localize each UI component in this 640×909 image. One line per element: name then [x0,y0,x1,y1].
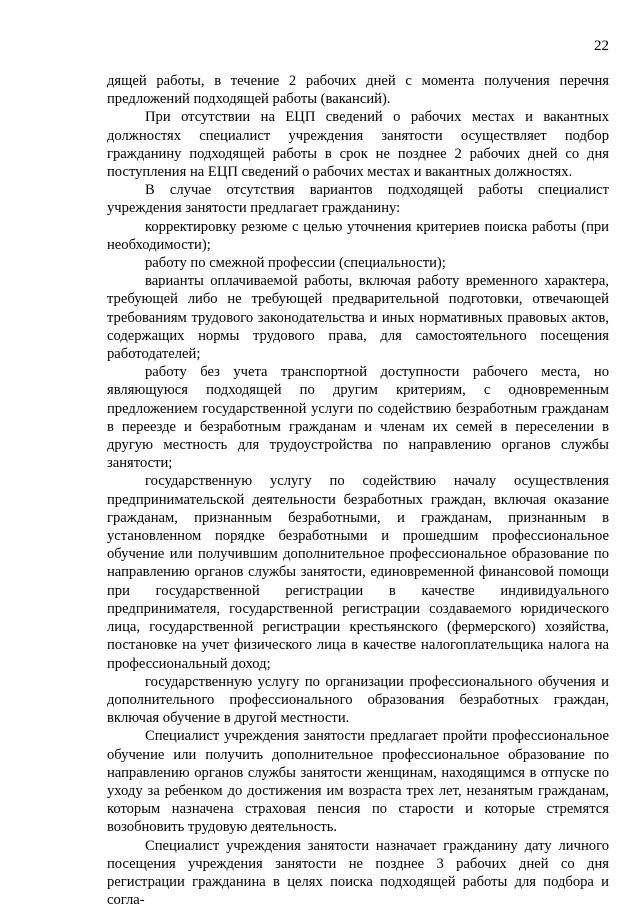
list-item: государственную услугу по содействию началу осуществления предпринимательской деятельности безработных граждан, включая оказание гражданам, признанным безработными, и гражданам, признанным в установленном порядке безработными и прошедшим профессиональное обучение или получившим дополнительное профессиональное образование по направлению органов службы занятости, единовременной финансовой помощи при государственной регистрации в качестве индивидуального предпринимателя, государственной регистрации создаваемого юридического лица, государственной регистрации крестьянского (фермерского) хозяйства, постановке на учет физического лица в качестве налогоплательщика налога на профессиональный доход; [107,473,609,672]
paragraph: Специалист учреждения занятости предлагает пройти профессиональное обучение или получить дополнительное профессиональное образование по направлению органов службы занятости женщинам, находящимся в отпуске по уходу за ребенком до достижения им возраста трех лет, незанятым гражданам, которым назначена страховая пенсия по старости и которые стремятся возобновить трудовую деятельность. [107,728,609,836]
list-item: корректировку резюме с целью уточнения критериев поиска работы (при необходимости); [107,218,609,253]
paragraph-continuation: дящей работы, в течение 2 рабочих дней с момента получения перечня предложений подходящей работы (вакансий). [107,73,609,108]
page-number: 22 [594,38,609,54]
paragraph: В случае отсутствия вариантов подходящей работы специалист учреждения занятости предлагает гражданину: [107,182,609,217]
list-item: государственную услугу по организации профессионального обучения и дополнительного профессионального образования безработных граждан, включая обучение в другой местности. [107,673,609,727]
document-body [107,72,609,909]
list-item: работу без учета транспортной доступности рабочего места, но являющуюся подходящей по другим критериям, с одновременным предложением государственной услуги по содействию безработным гражданам в переезде и безработным гражданам и членам их семей в переселении в другую местность для трудоустройства по направлению органов службы занятости; [107,364,609,472]
list-item: работу по смежной профессии (специальности); [145,255,446,272]
paragraph: Специалист учреждения занятости назначает гражданину дату личного посещения учреждения занятости не позднее 3 рабочих дней со дня регистрации гражданина в целях поиска подходящей работы для подбора и согла- [107,837,609,909]
paragraph: При отсутствии на ЕЦП сведений о рабочих местах и вакантных должностях специалист учреждения занятости осуществляет подбор гражданину подходящей работы в срок не позднее 2 рабочих дней со дня поступления на ЕЦП сведений о рабочих местах и вакантных должностях. [107,109,609,181]
list-item: варианты оплачиваемой работы, включая работу временного характера, требующей либо не требующей предварительной подготовки, отвечающей требованиям трудового законодательства и иных нормативных правовых актов, содержащих нормы трудового права, для самостоятельного посещения работодателей; [107,273,609,363]
